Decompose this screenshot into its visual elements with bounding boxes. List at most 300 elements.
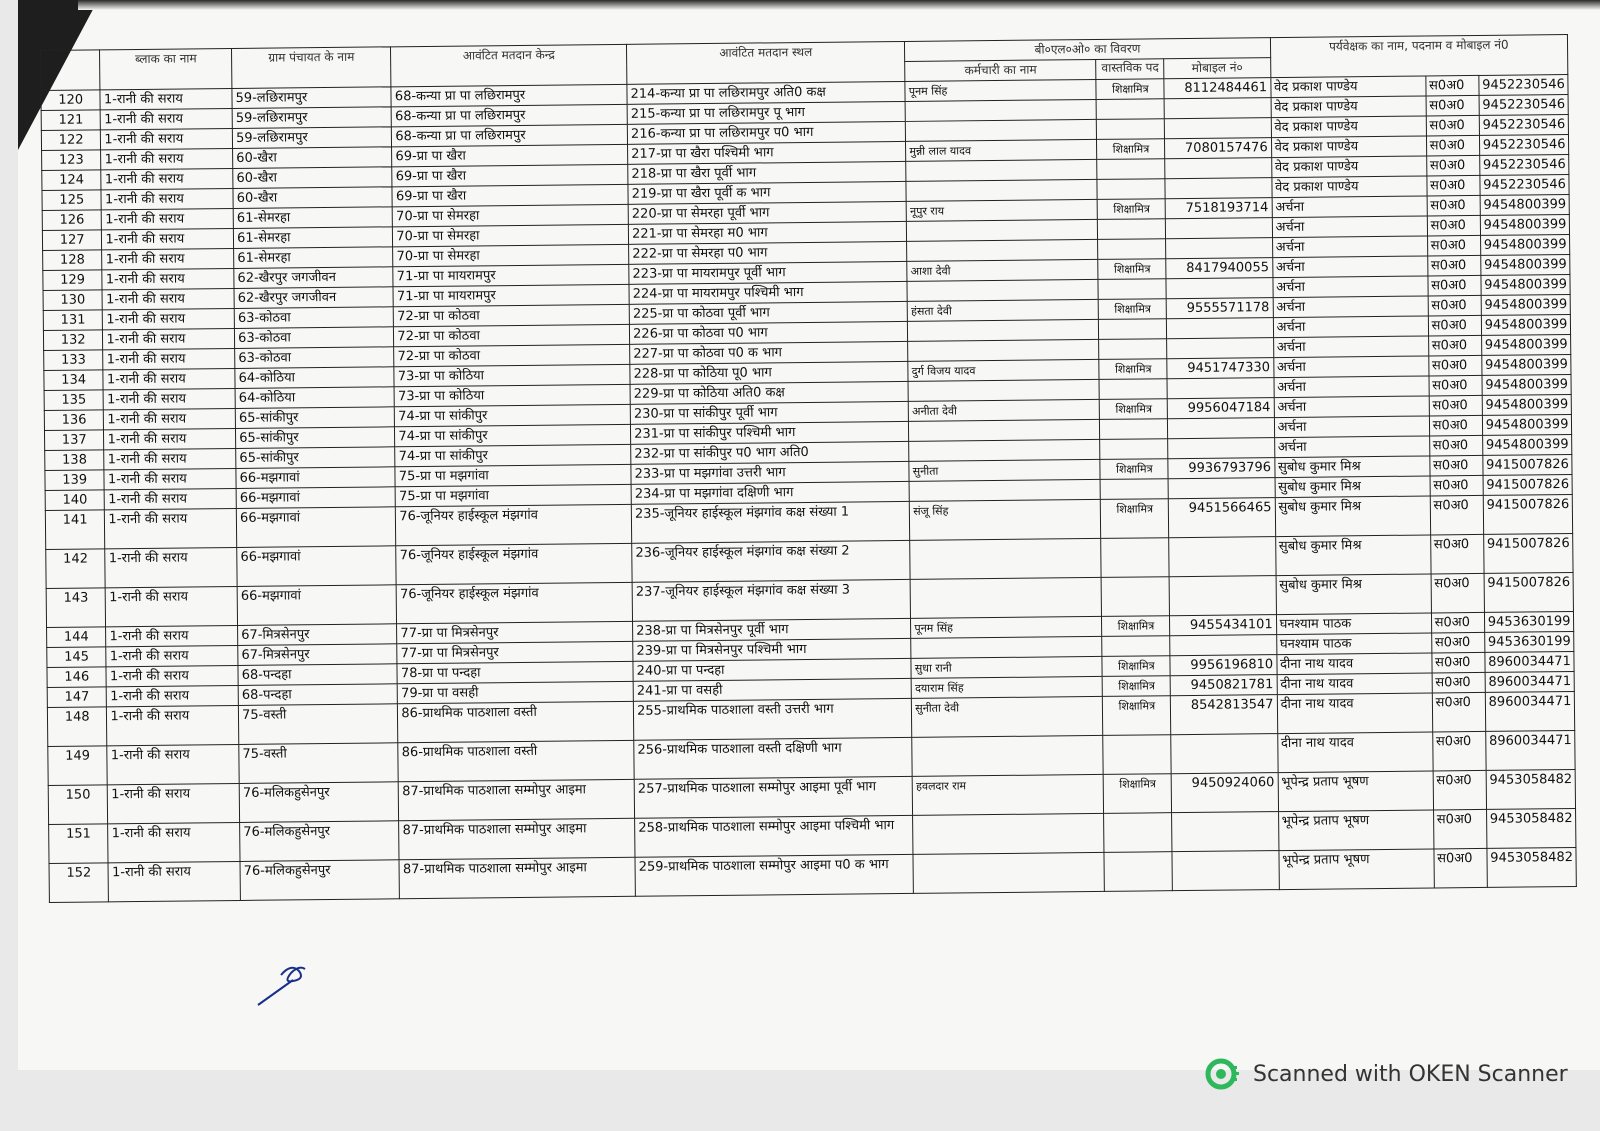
cell-center: 78-प्रा पा पन्दहा — [397, 661, 633, 683]
cell-post — [1103, 735, 1171, 775]
cell-post — [1097, 99, 1165, 120]
cell-employee — [907, 219, 1098, 241]
cell-supervisor-mobile: 9454800399 — [1482, 374, 1571, 395]
cell-employee: संजू सिंह — [910, 499, 1102, 540]
cell-panchayat: 63-कोठवा — [235, 327, 394, 349]
cell-supervisor-mobile: 9454800399 — [1481, 274, 1570, 295]
cell-employee: नूपुर राय — [906, 199, 1097, 221]
cell-supervisor-mobile: 9452230546 — [1480, 174, 1569, 195]
cell-block: 1-रानी की सराय — [103, 308, 235, 329]
cell-employee — [912, 735, 1104, 776]
cell-employee — [910, 577, 1102, 618]
cell-center: 73-प्रा पा कोठिया — [394, 364, 630, 386]
col-employee-header: कर्मचारी का नाम — [905, 59, 1096, 81]
cell-panchayat: 66-मझगावां — [236, 467, 395, 489]
cell-sthal: 228-प्रा पा कोठिया पू0 भाग — [630, 361, 908, 384]
cell-sthal: 237-जूनियर हाईस्कूल मंझगांव कक्ष संख्या 3 — [632, 579, 911, 621]
cell-sthal: 240-प्रा पा पन्दहा — [633, 658, 911, 681]
cell-block: 1-रानी की सराय — [101, 148, 233, 169]
cell-center: 70-प्रा पा सेमरहा — [393, 244, 629, 266]
cell-sno: 152 — [49, 863, 109, 903]
cell-supervisor-name: अर्चना — [1273, 316, 1428, 338]
cell-center: 76-जूनियर हाईस्कूल मंझगांव — [396, 543, 632, 584]
cell-sno: 138 — [45, 450, 105, 471]
cell-panchayat: 63-कोठवा — [235, 347, 394, 369]
cell-supervisor-post: स0अ0 — [1432, 652, 1485, 673]
cell-sno: 132 — [43, 330, 103, 351]
cell-supervisor-post: स0अ0 — [1429, 395, 1482, 416]
cell-sthal: 238-प्रा पा मित्रसेनपुर पूर्वी भाग — [633, 618, 911, 641]
cell-employee: पूनम सिंह — [911, 616, 1102, 638]
cell-post — [1100, 439, 1168, 460]
cell-post: शिक्षामित्र — [1100, 459, 1168, 480]
cell-employee: हवलदार राम — [912, 774, 1104, 815]
col-panchayat-header: ग्राम पंचायत के नाम — [232, 47, 392, 89]
cell-supervisor-post: स0अ0 — [1430, 475, 1483, 496]
cell-supervisor-post: स0अ0 — [1429, 375, 1482, 396]
cell-center: 75-प्रा पा मझगांवा — [395, 464, 631, 486]
cell-supervisor-name: दीना नाथ यादव — [1277, 693, 1432, 734]
cell-supervisor-post: स0अ0 — [1431, 612, 1484, 633]
cell-center: 87-प्राथमिक पाठशाला सम्मोपुर आइमा — [399, 857, 635, 898]
cell-sthal: 239-प्रा पा मित्रसेनपुर पश्चिमी भाग — [633, 638, 911, 661]
cell-mobile: 8542813547 — [1171, 695, 1278, 735]
cell-sno: 145 — [47, 647, 107, 668]
cell-post — [1097, 159, 1165, 180]
cell-sthal: 221-प्रा पा सेमरहा म0 भाग — [628, 221, 906, 244]
cell-sthal: 225-प्रा पा कोठवा पूर्वी भाग — [629, 301, 907, 324]
cell-employee — [908, 379, 1099, 401]
cell-post: शिक्षामित्र — [1098, 199, 1166, 220]
cell-post: शिक्षामित्र — [1099, 299, 1167, 320]
cell-panchayat: 59-लछिरामपुर — [232, 87, 391, 109]
cell-mobile — [1172, 812, 1279, 852]
cell-panchayat: 60-खैरा — [233, 167, 392, 189]
cell-supervisor-mobile: 8960034471 — [1485, 730, 1575, 770]
cell-block: 1-रानी की सराय — [101, 128, 233, 149]
cell-panchayat: 65-सांकीपुर — [236, 447, 395, 469]
cell-center: 68-कन्या प्रा पा लछिरामपुर — [391, 104, 627, 126]
cell-supervisor-name: अर्चना — [1273, 296, 1428, 318]
cell-post: शिक्षामित्र — [1099, 359, 1167, 380]
cell-employee — [909, 439, 1100, 461]
cell-mobile — [1167, 378, 1273, 399]
cell-supervisor-name: वेद प्रकाश पाण्डेय — [1271, 156, 1426, 178]
cell-supervisor-mobile: 9454800399 — [1481, 294, 1570, 315]
cell-supervisor-mobile: 9452230546 — [1479, 154, 1568, 175]
cell-employee — [909, 479, 1100, 501]
cell-supervisor-mobile: 9452230546 — [1479, 75, 1568, 96]
cell-supervisor-name: अर्चना — [1274, 436, 1429, 458]
cell-center: 87-प्राथमिक पाठशाला सम्मोपुर आइमा — [399, 818, 635, 859]
cell-panchayat: 76-मलिकहुसेनपुर — [239, 782, 399, 823]
cell-center: 72-प्रा पा कोठवा — [394, 324, 630, 346]
cell-post: शिक्षामित्र — [1103, 696, 1171, 736]
cell-supervisor-mobile: 9452230546 — [1479, 114, 1568, 135]
cell-sno: 123 — [42, 150, 102, 171]
cell-post: शिक्षामित्र — [1097, 139, 1165, 160]
cell-post — [1099, 319, 1167, 340]
cell-block: 1-रानी की सराय — [108, 861, 240, 901]
cell-post — [1099, 379, 1167, 400]
cell-center: 72-प्रा पा कोठवा — [394, 304, 630, 326]
cell-supervisor-post: स0अ0 — [1428, 295, 1481, 316]
cell-supervisor-mobile: 9415007826 — [1483, 454, 1572, 475]
cell-supervisor-name: घनश्याम पाठक — [1276, 613, 1431, 635]
cell-mobile: 9956196810 — [1170, 655, 1276, 676]
cell-sthal: 224-प्रा पा मायरामपुर पश्चिमी भाग — [629, 281, 907, 304]
cell-post — [1104, 852, 1172, 892]
cell-supervisor-name: सुबोध कुमार मिश्र — [1274, 456, 1429, 478]
cell-supervisor-mobile: 9454800399 — [1481, 314, 1570, 335]
col-post-header: वास्तविक पद — [1096, 59, 1164, 80]
cell-supervisor-name: वेद प्रकाश पाण्डेय — [1271, 136, 1426, 158]
cell-mobile — [1165, 158, 1271, 179]
cell-block: 1-रानी की सराय — [107, 705, 239, 745]
cell-supervisor-mobile: 8960034471 — [1485, 691, 1575, 731]
cell-supervisor-mobile: 9415007826 — [1483, 474, 1572, 495]
cell-supervisor-post: स0अ0 — [1427, 255, 1480, 276]
cell-sno: 150 — [48, 785, 108, 825]
blo-group-header: बी०एल०ओ० का विवरण — [905, 38, 1270, 62]
cell-sno: 125 — [42, 190, 102, 211]
cell-sthal: 223-प्रा पा मायरामपुर पूर्वी भाग — [629, 261, 907, 284]
cell-mobile: 9450821781 — [1171, 675, 1277, 696]
cell-supervisor-name: दीना नाथ यादव — [1277, 653, 1432, 675]
cell-employee — [907, 239, 1098, 261]
polling-staff-table — [40, 34, 1577, 903]
cell-block: 1-रानी की सराय — [102, 228, 234, 249]
cell-block: 1-रानी की सराय — [104, 408, 236, 429]
cell-supervisor-post: स0अ0 — [1431, 573, 1484, 613]
cell-employee — [907, 279, 1098, 301]
cell-supervisor-name: अर्चना — [1272, 216, 1427, 238]
cell-center: 71-प्रा पा मायरामपुर — [393, 264, 629, 286]
cell-block: 1-रानी की सराय — [108, 783, 240, 823]
cell-post — [1098, 279, 1166, 300]
cell-supervisor-post: स0अ0 — [1428, 315, 1481, 336]
cell-mobile — [1165, 178, 1271, 199]
cell-block: 1-रानी की सराय — [105, 508, 237, 548]
cell-block: 1-रानी की सराय — [104, 428, 236, 449]
cell-center: 69-प्रा पा खैरा — [392, 184, 628, 206]
cell-supervisor-mobile: 9454800399 — [1480, 234, 1569, 255]
cell-panchayat: 59-लछिरामपुर — [232, 127, 391, 149]
cell-employee — [910, 538, 1102, 579]
cell-sno: 120 — [41, 90, 101, 111]
cell-block: 1-रानी की सराय — [105, 547, 237, 587]
cell-panchayat: 67-मित्रसेनपुर — [238, 644, 397, 666]
cell-mobile: 9451566465 — [1169, 498, 1276, 538]
cell-mobile: 9956047184 — [1168, 398, 1274, 419]
cell-employee — [908, 319, 1099, 341]
cell-block: 1-रानी की सराय — [106, 586, 238, 626]
cell-post: शिक्षामित्र — [1104, 774, 1172, 814]
cell-panchayat: 63-कोठवा — [234, 307, 393, 329]
cell-block: 1-रानी की सराय — [106, 625, 238, 646]
oken-scanner-icon — [1205, 1056, 1241, 1092]
cell-supervisor-mobile: 9453630199 — [1484, 631, 1573, 652]
cell-block: 1-रानी की सराय — [101, 108, 233, 129]
cell-supervisor-post: स0अ0 — [1430, 495, 1483, 535]
cell-mobile — [1166, 278, 1272, 299]
cell-supervisor-name: वेद प्रकाश पाण्डेय — [1271, 96, 1426, 118]
cell-block: 1-रानी की सराय — [100, 88, 232, 109]
col-mobile-header: मोबाइल नं० — [1164, 58, 1270, 79]
cell-center: 86-प्राथमिक पाठशाला वस्ती — [398, 701, 634, 742]
cell-employee: दयाराम सिंह — [911, 676, 1102, 698]
cell-supervisor-post: स0अ0 — [1426, 115, 1479, 136]
cell-sno: 151 — [49, 824, 109, 864]
cell-sthal: 236-जूनियर हाईस्कूल मंझगांव कक्ष संख्या 2 — [632, 540, 911, 582]
cell-post — [1102, 636, 1170, 657]
supervisor-group-header: पर्यवेक्षक का नाम, पदनाम व मोबाइल नं0 — [1270, 35, 1568, 78]
cell-block: 1-रानी की सराय — [104, 388, 236, 409]
cell-post: शिक्षामित्र — [1103, 676, 1171, 697]
cell-supervisor-mobile: 9453058482 — [1487, 847, 1577, 887]
cell-block: 1-रानी की सराय — [102, 248, 234, 269]
cell-center: 76-जूनियर हाईस्कूल मंझगांव — [396, 582, 632, 623]
cell-supervisor-post: स0अ0 — [1429, 455, 1482, 476]
cell-center: 69-प्रा पा खैरा — [392, 144, 628, 166]
cell-supervisor-post: स0अ0 — [1428, 275, 1481, 296]
cell-post — [1098, 239, 1166, 260]
cell-supervisor-mobile: 9454800399 — [1480, 194, 1569, 215]
cell-mobile: 9455434101 — [1170, 615, 1276, 636]
page-top-shadow — [78, 0, 1600, 10]
cell-employee: सुनीता — [909, 459, 1100, 481]
cell-supervisor-name: अर्चना — [1273, 356, 1428, 378]
cell-supervisor-mobile: 8960034471 — [1485, 651, 1574, 672]
cell-sno: 144 — [47, 627, 107, 648]
cell-supervisor-post: स0अ0 — [1427, 175, 1480, 196]
cell-mobile: 7518193714 — [1166, 198, 1272, 219]
cell-mobile — [1172, 851, 1279, 891]
cell-block: 1-रानी की सराय — [104, 468, 236, 489]
cell-post: शिक्षामित्र — [1102, 656, 1170, 677]
cell-panchayat: 66-मझगावां — [236, 487, 395, 509]
cell-block: 1-रानी की सराय — [103, 348, 235, 369]
cell-supervisor-post: स0अ0 — [1428, 355, 1481, 376]
cell-sthal: 233-प्रा पा मझगांवा उत्तरी भाग — [631, 461, 909, 484]
signature-icon — [253, 955, 313, 1010]
cell-sno: 141 — [45, 510, 105, 550]
cell-block: 1-रानी की सराय — [106, 665, 238, 686]
cell-supervisor-mobile: 9452230546 — [1479, 134, 1568, 155]
cell-employee — [911, 636, 1102, 658]
cell-panchayat: 60-खैरा — [233, 147, 392, 169]
cell-block: 1-रानी की सराय — [101, 168, 233, 189]
cell-panchayat: 61-सेमरहा — [233, 227, 392, 249]
cell-supervisor-post: स0अ0 — [1431, 632, 1484, 653]
cell-mobile — [1168, 438, 1274, 459]
cell-mobile — [1166, 238, 1272, 259]
cell-block: 1-रानी की सराय — [106, 645, 238, 666]
cell-supervisor-name: अर्चना — [1274, 416, 1429, 438]
cell-center: 69-प्रा पा खैरा — [392, 164, 628, 186]
cell-panchayat: 67-मित्रसेनपुर — [238, 624, 397, 646]
cell-block: 1-रानी की सराय — [108, 822, 240, 862]
cell-center: 75-प्रा पा मझगांवा — [395, 484, 631, 506]
cell-sno: 124 — [42, 170, 102, 191]
cell-supervisor-name: अर्चना — [1273, 276, 1428, 298]
cell-employee — [906, 179, 1097, 201]
cell-sno: 121 — [41, 110, 101, 131]
cell-mobile: 9450924060 — [1172, 773, 1279, 813]
cell-panchayat: 60-खैरा — [233, 187, 392, 209]
cell-sno: 135 — [44, 390, 104, 411]
cell-supervisor-mobile: 9415007826 — [1483, 533, 1573, 573]
cell-supervisor-mobile: 9453058482 — [1486, 808, 1576, 848]
cell-sno: 131 — [43, 310, 103, 331]
scanner-watermark — [1205, 1056, 1568, 1092]
cell-supervisor-post: स0अ0 — [1425, 75, 1478, 96]
cell-supervisor-mobile: 9454800399 — [1482, 434, 1571, 455]
cell-mobile: 9936793796 — [1168, 458, 1274, 479]
cell-supervisor-name: सुबोध कुमार मिश्र — [1275, 496, 1430, 537]
cell-panchayat: 68-पन्दहा — [238, 664, 397, 686]
cell-sthal: 226-प्रा पा कोठवा प0 भाग — [630, 321, 908, 344]
cell-post — [1097, 119, 1165, 140]
cell-panchayat: 76-मलिकहुसेनपुर — [240, 860, 400, 901]
cell-sthal: 220-प्रा पा सेमरहा पूर्वी भाग — [628, 201, 906, 224]
cell-post: शिक्षामित्र — [1096, 79, 1164, 100]
cell-sthal: 216-कन्या प्रा पा लछिरामपुर प0 भाग — [627, 121, 905, 144]
cell-block: 1-रानी की सराय — [102, 208, 234, 229]
cell-post — [1100, 479, 1168, 500]
cell-sthal: 231-प्रा पा सांकीपुर पश्चिमी भाग — [631, 421, 909, 444]
cell-sthal: 217-प्रा पा खैरा पश्चिमी भाग — [628, 141, 906, 164]
cell-center: 77-प्रा पा मित्रसेनपुर — [397, 621, 633, 643]
col-block-header: ब्लाक का नाम — [100, 48, 232, 89]
cell-supervisor-name: सुबोध कुमार मिश्र — [1275, 535, 1430, 576]
cell-panchayat: 75-वस्ती — [238, 704, 398, 745]
cell-post — [1100, 419, 1168, 440]
cell-supervisor-post: स0अ0 — [1429, 415, 1482, 436]
scanner-text: Scanned with OKEN Scanner — [1253, 1061, 1568, 1087]
cell-employee — [908, 339, 1099, 361]
cell-supervisor-post: स0अ0 — [1433, 809, 1486, 849]
cell-center: 72-प्रा पा कोठवा — [394, 344, 630, 366]
cell-block: 1-रानी की सराय — [104, 448, 236, 469]
cell-post — [1101, 538, 1169, 578]
cell-mobile: 8417940055 — [1166, 258, 1272, 279]
cell-sno: 134 — [44, 370, 104, 391]
cell-mobile — [1164, 98, 1270, 119]
cell-panchayat: 65-सांकीपुर — [235, 407, 394, 429]
cell-post: शिक्षामित्र — [1102, 616, 1170, 637]
cell-mobile — [1167, 338, 1273, 359]
cell-center: 73-प्रा पा कोठिया — [394, 384, 630, 406]
cell-supervisor-post: स0अ0 — [1430, 534, 1483, 574]
cell-panchayat: 66-मझगावां — [237, 585, 397, 626]
cell-supervisor-post: स0अ0 — [1427, 215, 1480, 236]
cell-employee: सुधा रानी — [911, 656, 1102, 678]
cell-employee — [913, 813, 1105, 854]
cell-center: 79-प्रा पा वसही — [398, 681, 634, 703]
cell-post — [1099, 339, 1167, 360]
cell-supervisor-name: दीना नाथ यादव — [1277, 673, 1432, 695]
cell-employee: आशा देवी — [907, 259, 1098, 281]
cell-mobile — [1166, 218, 1272, 239]
cell-panchayat: 76-मलिकहुसेनपुर — [240, 821, 400, 862]
cell-employee: दुर्ग विजय यादव — [908, 359, 1099, 381]
cell-panchayat: 61-सेमरहा — [234, 247, 393, 269]
cell-supervisor-post: स0अ0 — [1434, 848, 1487, 888]
cell-supervisor-name: अर्चना — [1272, 236, 1427, 258]
cell-mobile — [1169, 576, 1276, 616]
cell-sno: 128 — [43, 250, 103, 271]
cell-supervisor-name: अर्चना — [1274, 376, 1429, 398]
cell-supervisor-post: स0अ0 — [1433, 770, 1486, 810]
cell-sthal: 232-प्रा पा सांकीपुर प0 भाग अति0 — [631, 441, 909, 464]
cell-center: 68-कन्या प्रा पा लछिरामपुर — [392, 124, 628, 146]
cell-post: शिक्षामित्र — [1100, 399, 1168, 420]
cell-sthal: 256-प्राथमिक पाठशाला वस्ती दक्षिणी भाग — [634, 737, 913, 779]
cell-center: 87-प्राथमिक पाठशाला सम्मोपुर आइमा — [399, 779, 635, 820]
cell-sthal: 215-कन्या प्रा पा लछिरामपुर पू भाग — [627, 101, 905, 124]
col-sthal-header: आवंटित मतदान स्थल — [627, 41, 906, 84]
cell-supervisor-post: स0अ0 — [1432, 692, 1485, 732]
cell-panchayat: 62-खैरपुर जगजीवन — [234, 267, 393, 289]
cell-employee — [906, 159, 1097, 181]
cell-panchayat: 59-लछिरामपुर — [232, 107, 391, 129]
cell-sthal: 241-प्रा पा वसही — [633, 678, 911, 701]
cell-supervisor-mobile: 9453630199 — [1484, 611, 1573, 632]
cell-sno: 133 — [44, 350, 104, 371]
cell-sno: 147 — [47, 687, 107, 708]
cell-supervisor-name: दीना नाथ यादव — [1277, 732, 1432, 773]
cell-employee — [913, 852, 1105, 893]
cell-supervisor-mobile: 9454800399 — [1482, 414, 1571, 435]
cell-supervisor-mobile: 9454800399 — [1480, 254, 1569, 275]
cell-supervisor-mobile: 9415007826 — [1484, 572, 1574, 612]
cell-sno: 122 — [41, 130, 101, 151]
cell-employee — [906, 119, 1097, 141]
cell-supervisor-name: अर्चना — [1273, 336, 1428, 358]
cell-employee — [905, 99, 1096, 121]
cell-center: 74-प्रा पा सांकीपुर — [395, 444, 631, 466]
cell-block: 1-रानी की सराय — [103, 328, 235, 349]
cell-post — [1104, 813, 1172, 853]
cell-block: 1-रानी की सराय — [101, 188, 233, 209]
cell-employee: पूनम सिंह — [905, 79, 1096, 101]
cell-sno: 136 — [44, 410, 104, 431]
cell-supervisor-name: वेद प्रकाश पाण्डेय — [1271, 116, 1426, 138]
cell-mobile — [1169, 537, 1276, 577]
cell-post — [1102, 577, 1170, 617]
cell-supervisor-name: घनश्याम पाठक — [1276, 633, 1431, 655]
cell-supervisor-name: अर्चना — [1272, 196, 1427, 218]
cell-block: 1-रानी की सराय — [105, 488, 237, 509]
cell-post: शिक्षामित्र — [1098, 259, 1166, 280]
cell-sno: 149 — [48, 746, 108, 786]
cell-sno: 148 — [47, 707, 107, 747]
cell-supervisor-post: स0अ0 — [1426, 155, 1479, 176]
cell-mobile — [1170, 635, 1276, 656]
cell-sthal: 255-प्राथमिक पाठशाला वस्ती उत्तरी भाग — [633, 698, 912, 740]
cell-mobile: 8112484461 — [1164, 78, 1270, 99]
cell-mobile: 7080157476 — [1165, 138, 1271, 159]
cell-supervisor-mobile: 9453058482 — [1486, 769, 1576, 809]
cell-sno: 127 — [42, 230, 102, 251]
col-center-header: आवंटित मतदान केन्द्र — [391, 44, 627, 86]
cell-sno: 143 — [46, 588, 106, 628]
cell-sno: 130 — [43, 290, 103, 311]
cell-supervisor-mobile: 8960034471 — [1485, 671, 1574, 692]
cell-supervisor-name: वेद प्रकाश पाण्डेय — [1270, 76, 1425, 98]
cell-sthal: 258-प्राथमिक पाठशाला सम्मोपुर आइमा पश्चिमी भाग — [635, 815, 914, 857]
